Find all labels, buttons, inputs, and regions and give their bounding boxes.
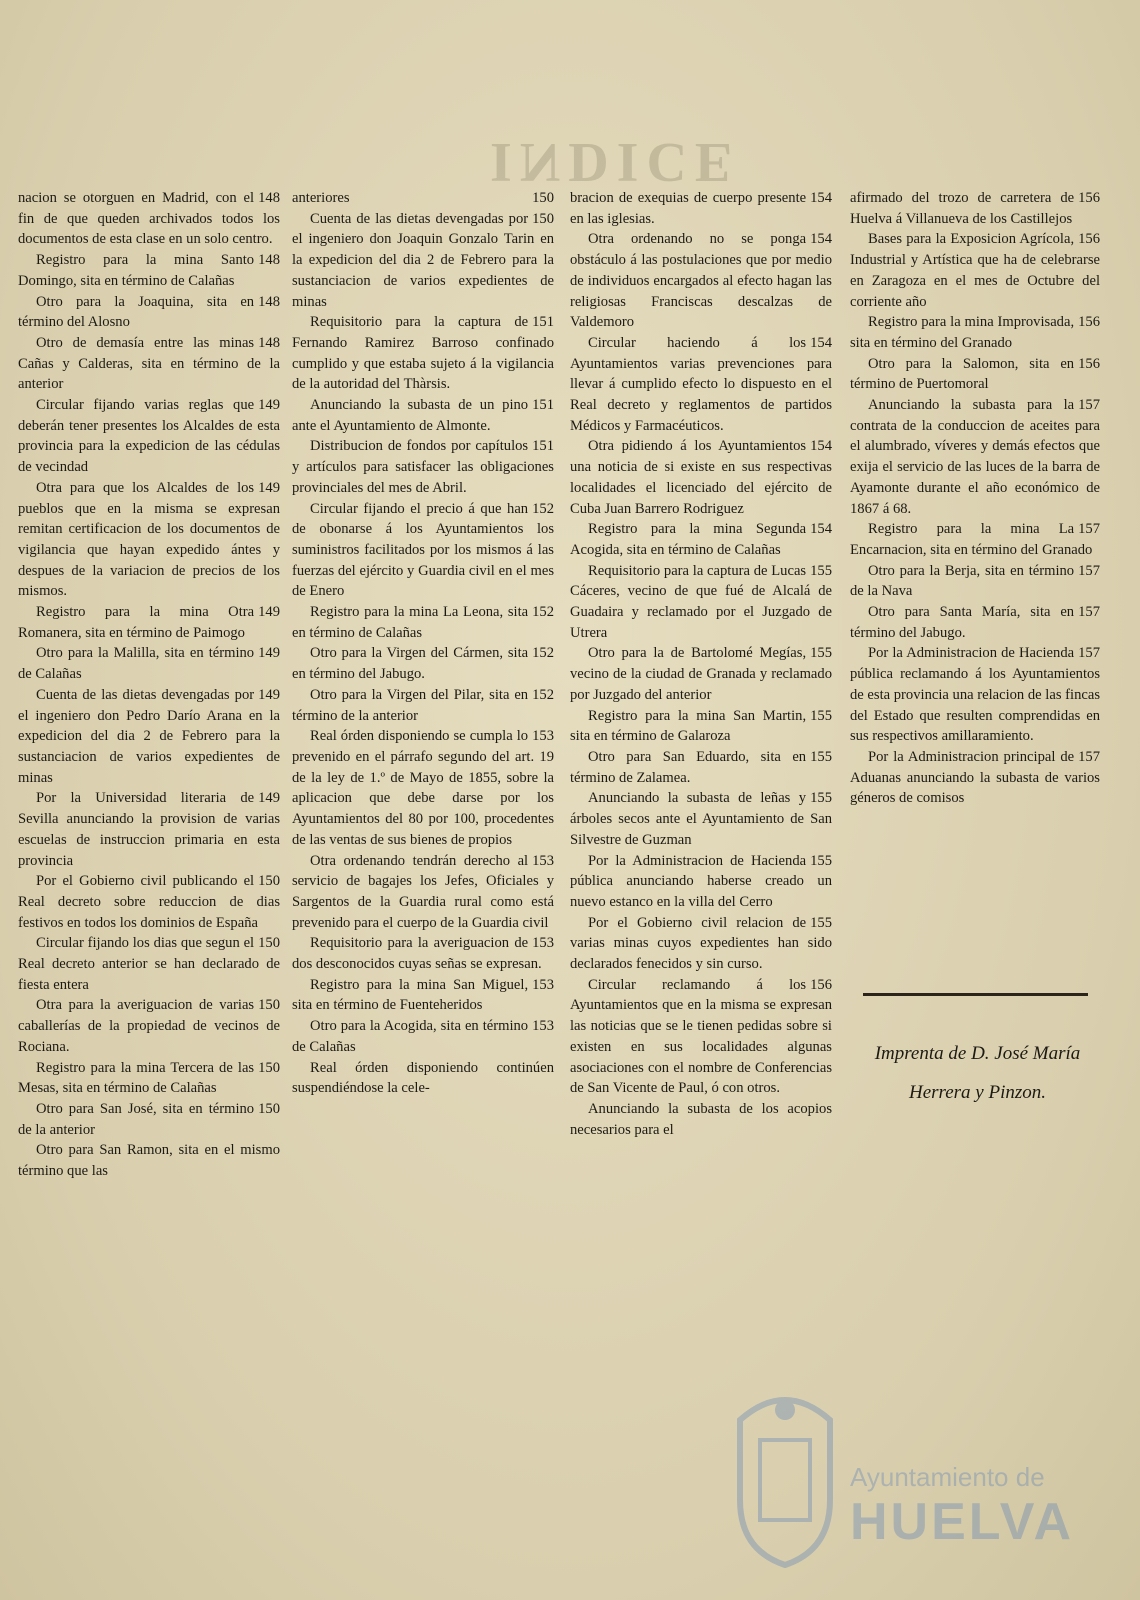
page-number: 157 <box>1078 521 1100 538</box>
index-entry <box>570 747 832 788</box>
page-number: 150 <box>258 935 280 952</box>
index-entry <box>570 851 832 913</box>
index-entry <box>292 602 554 643</box>
page-number: 155 <box>810 914 832 931</box>
entry-text: Anunciando la subasta de leñas y árboles secos ante el Ayuntamiento de San Silvestre de Guzman <box>570 790 832 848</box>
entry-text: nacion se otorguen en Madrid, con el fin de que queden archivados todos los documentos de esta clase en un solo centro. <box>18 190 280 248</box>
page-number: 157 <box>1078 645 1100 662</box>
entry-text: Otro para la Virgen del Pilar, sita en término de la anterior <box>292 686 529 724</box>
page-number: 151 <box>532 397 554 414</box>
page-number: 156 <box>1078 314 1100 331</box>
index-entry <box>292 685 554 726</box>
entry-text: Cuenta de las dietas devengadas por el ingeniero don Joaquin Gonzalo Tarin en la expedicion del dia 2 de Febrero para la sustanciacion de varios expedientes de minas <box>292 210 554 310</box>
index-entry <box>18 871 280 933</box>
index-entry <box>850 602 1100 643</box>
entry-text: Registro para la mina Santo Domingo, sita en término de Calañas <box>18 252 255 289</box>
entry-text: Real órden disponiendo se cumpla lo prevenido en el párrafo segundo del art. 19 de la ley de 1.º de Mayo de 1855, sobre la aplicacion que debe darse por los Ayuntamientos del 80 por 100, procedentes de las ventas de sus bienes de propios <box>292 728 554 848</box>
page-number: 154 <box>810 334 832 351</box>
entry-text: Por el Gobierno civil publicando el Real decreto sobre reduccion de dias festivos en todos los dominios de España <box>18 873 280 931</box>
page-number: 154 <box>810 438 832 455</box>
page-number: 155 <box>810 645 832 662</box>
index-entry <box>850 312 1100 353</box>
entry-text: Otro para Santa María, sita en término del Jabugo. <box>850 604 1075 641</box>
page-number: 155 <box>810 562 832 579</box>
entry-text: Registro para la mina San Martin, sita en término de Galaroza <box>570 707 807 745</box>
index-entry <box>850 519 1100 560</box>
index-entry <box>18 478 280 602</box>
watermark-line-2: HUELVA <box>850 1493 1075 1551</box>
entry-text: Por la Administracion principal de Aduanas anunciando la subasta de varios géneros de comisos <box>850 748 1100 807</box>
entry-text: Registro para la mina Otra Romanera, sita en término de Paimogo <box>18 604 255 641</box>
page-number: 150 <box>532 210 554 227</box>
index-entry <box>570 333 832 437</box>
entry-text: Anunciando la subasta para la contrata de la conduccion de aceites para el alumbrado, víveres y demás efectos que exija el servicio de las luces de la barra de Ayamonte durante el año económico de 1867 á 68. <box>850 397 1100 517</box>
entry-text: Requisitorio para la captura de Fernando Ramirez Barroso confinado cumplido y que estaba sujeto á la vigilancia de la autoridad del Thàrsis. <box>292 314 554 393</box>
page-number: 155 <box>810 748 832 765</box>
page-number: 149 <box>258 479 280 496</box>
entry-text: Registro para la mina Improvisada, sita en término del Granado <box>850 314 1075 351</box>
page-number: 149 <box>258 604 280 621</box>
index-entry <box>292 499 554 603</box>
entry-text: Otro para la Acogida, sita en término de Calañas <box>292 1018 529 1055</box>
index-entry <box>850 643 1100 747</box>
page-number: 157 <box>1078 748 1100 765</box>
entry-text: Anunciando la subasta de los acopios necesarios para el <box>570 1100 832 1138</box>
index-entry <box>570 561 832 644</box>
entry-text: Por la Universidad literaria de Sevilla anunciando la provision de varias escuelas de instruccion primaria en esta provincia <box>18 790 280 869</box>
entry-text: Por la Administracion de Hacienda pública reclamando á los Ayuntamientos de esta provincia una relacion de las fincas del Estado que resulten comprendidas en sus respectivos amillaramiento. <box>850 645 1101 745</box>
page-number: 152 <box>532 500 554 517</box>
entry-text: Otro para la Virgen del Cármen, sita en término del Jabugo. <box>292 645 529 683</box>
entry-text: Otra para que los Alcaldes de los pueblos que en la misma se expresan remitan certificacion de los documentos de vigilancia que hayan expedido ántes y despues de la variacion de precios de los mismos. <box>18 479 280 600</box>
archive-watermark <box>730 1380 1110 1570</box>
index-column-3 <box>570 188 832 1140</box>
entry-text: Otro para la Salomon, sita en término de Puertomoral <box>850 355 1075 393</box>
entry-text: Registro para la mina Segunda Acogida, sita en término de Calañas <box>570 521 807 558</box>
entry-text: Registro para la mina La Leona, sita en término de Calañas <box>292 604 529 641</box>
entry-text: Otro para la Berja, sita en término de la Nava <box>850 562 1075 600</box>
index-entry <box>18 602 280 643</box>
index-column-4 <box>850 188 1100 809</box>
index-entry <box>292 851 554 934</box>
entry-text: Otra para la averiguacion de varias caballerías de la propiedad de vecinos de Rociana. <box>18 997 280 1055</box>
crest-icon <box>730 1380 840 1570</box>
index-entry <box>570 229 832 333</box>
imprint-line-2: Herrera y Pinzon. <box>908 1082 1047 1103</box>
index-entry <box>292 933 554 974</box>
page-number: 152 <box>532 604 554 621</box>
index-column-2 <box>292 188 554 1099</box>
page-number: 149 <box>258 397 280 414</box>
imprint-line-1: Imprenta de D. José María <box>874 1043 1081 1064</box>
page-number: 157 <box>1078 562 1100 579</box>
index-entry <box>18 292 280 333</box>
entry-text: Por el Gobierno civil relacion de varias minas cuyos expedientes han sido declarados fenecidos y sin curso. <box>570 914 832 973</box>
entry-text: Real órden disponiendo continúen suspendiéndose la cele- <box>292 1059 554 1097</box>
index-entry <box>18 685 280 789</box>
index-entry <box>850 354 1100 395</box>
page-number: 153 <box>532 1018 554 1035</box>
page-number: 156 <box>1078 355 1100 372</box>
page-number: 157 <box>1078 604 1100 621</box>
page-number: 154 <box>810 231 832 248</box>
index-entry <box>292 188 554 209</box>
entry-text: Otro para San José, sita en término de la anterior <box>18 1100 255 1138</box>
index-entry <box>850 395 1100 519</box>
entry-text: Registro para la mina La Encarnacion, sita en término del Granado <box>850 521 1093 558</box>
index-entry <box>18 333 280 395</box>
entry-text: Por la Administracion de Hacienda pública anunciando haberse creado un nuevo estanco en la villa del Cerro <box>570 852 832 910</box>
page-number: 151 <box>532 438 554 455</box>
entry-text: Otra ordenando no se ponga obstáculo á las postulaciones que por medio de individuos encargados al efecto hagan las religiosas Franciscas descalzas de Valdemoro <box>570 231 832 331</box>
page-number: 148 <box>258 190 280 206</box>
index-entry <box>18 250 280 291</box>
entry-text: Otro para San Ramon, sita en el mismo término que las <box>18 1142 280 1180</box>
index-entry <box>18 1099 280 1140</box>
entry-text: Requisitorio para la captura de Lucas Cáceres, vecino de que fué de Alcalá de Guadaira y reclamado por el Juzgado de Utrera <box>570 562 832 641</box>
index-entry <box>18 933 280 995</box>
index-entry <box>570 975 832 1099</box>
entry-text: Bases para la Exposicion Agrícola, Industrial y Artística que ha de celebrarse en Zaragoza en el mes de Octubre del corriente año <box>850 231 1100 310</box>
index-entry <box>570 436 832 519</box>
entry-text: Otro para la Joaquina, sita en término del Alosno <box>18 293 255 331</box>
page-number: 154 <box>810 521 832 538</box>
index-entry <box>570 788 832 850</box>
index-entry <box>292 209 554 313</box>
page-number: 149 <box>258 686 280 703</box>
entry-text: Circular fijando el precio á que han de obonarse á los Ayuntamientos los suministros facilitados por los mismos á las fuerzas del ejército y Guardia civil en el mes de Enero <box>292 500 554 600</box>
entry-text: Otro para la de Bartolomé Megías, vecino de la ciudad de Granada y reclamado por Juzgado del anterior <box>570 645 832 703</box>
page-number: 154 <box>810 190 832 206</box>
entry-text: Otro para la Malilla, sita en término de Calañas <box>18 645 255 683</box>
page-number: 151 <box>532 314 554 331</box>
page-number: 153 <box>532 976 554 993</box>
index-entry <box>292 312 554 395</box>
entry-text: Anunciando la subasta de un pino ante el Ayuntamiento de Almonte. <box>292 397 529 434</box>
index-entry <box>850 561 1100 602</box>
index-entry <box>292 1016 554 1057</box>
page-number: 148 <box>258 334 280 351</box>
index-title-bleedthrough: INDICE <box>490 131 741 193</box>
page-number: 156 <box>1078 231 1100 248</box>
page-number: 150 <box>532 190 554 206</box>
entry-text: Otro para San Eduardo, sita en término de Zalamea. <box>570 748 807 786</box>
page-number: 155 <box>810 707 832 724</box>
page-number: 156 <box>810 976 832 993</box>
index-entry <box>18 788 280 871</box>
index-entry <box>18 643 280 684</box>
index-entry <box>292 726 554 850</box>
page-number: 148 <box>258 293 280 310</box>
page-number: 150 <box>258 1100 280 1117</box>
index-entry <box>18 1058 280 1099</box>
index-entry <box>570 519 832 560</box>
entry-text: anteriores <box>292 190 350 206</box>
page-number: 150 <box>258 873 280 890</box>
index-column-1 <box>18 188 280 1182</box>
index-entry <box>570 1099 832 1140</box>
page-number: 153 <box>532 935 554 952</box>
index-entry <box>18 995 280 1057</box>
page-number: 148 <box>258 252 280 269</box>
index-entry <box>570 706 832 747</box>
index-entry <box>292 643 554 684</box>
index-entry <box>570 913 832 975</box>
page-number: 149 <box>258 645 280 662</box>
page-number: 152 <box>532 686 554 703</box>
index-entry <box>570 188 832 229</box>
page-number: 157 <box>1078 397 1100 414</box>
index-entry <box>292 975 554 1016</box>
index-entry <box>18 1140 280 1181</box>
page-number: 153 <box>532 728 554 745</box>
page-number: 150 <box>258 997 280 1014</box>
page-number: 149 <box>258 790 280 807</box>
entry-text: bracion de exequias de cuerpo presente en las iglesias. <box>570 190 807 227</box>
page-number: 156 <box>1078 190 1100 206</box>
index-entry <box>850 229 1100 312</box>
index-entry <box>292 1058 554 1099</box>
entry-text: Requisitorio para la averiguacion de dos desconocidos cuyas señas se expresan. <box>292 935 542 973</box>
separator-rule <box>863 993 1088 996</box>
page-number: 155 <box>810 852 832 869</box>
watermark-line-1: Ayuntamiento de <box>850 1462 1045 1492</box>
entry-text: Registro para la mina Tercera de las Mesas, sita en término de Calañas <box>18 1059 255 1097</box>
entry-text: afirmado del trozo de carretera de Huelva á Villanueva de los Castillejos <box>850 190 1075 227</box>
page-number: 155 <box>810 790 832 807</box>
entry-text: Distribucion de fondos por capítulos y artículos para satisfacer las obligaciones provinciales del mes de Abril. <box>292 438 554 496</box>
entry-text: Circular fijando varias reglas que deberán tener presentes los Alcaldes de esta provincia para la expedicion de las cédulas de vecindad <box>18 397 280 476</box>
page-number: 150 <box>258 1059 280 1076</box>
entry-text: Otro de demasía entre las minas Cañas y Calderas, sita en término de la anterior <box>18 334 280 393</box>
index-entry <box>18 395 280 478</box>
entry-text: Otra ordenando tendrán derecho al servicio de bagajes los Jefes, Oficiales y Sargentos de la Guardia rural como está prevenido para el cuerpo de la Guardia civil <box>292 852 554 931</box>
index-entry <box>850 747 1100 809</box>
index-entry <box>850 188 1100 229</box>
entry-text: Circular fijando los dias que segun el Real decreto anterior se han declarado de fiesta entera <box>18 935 280 993</box>
entry-text: Cuenta de las dietas devengadas por el ingeniero don Pedro Darío Arana en la expedicion del dia 2 de Febrero para la sustanciacion de varios expedientes de minas <box>18 686 280 786</box>
entry-text: Registro para la mina San Miguel, sita en término de Fuenteheridos <box>292 976 529 1014</box>
entry-text: Circular reclamando á los Ayuntamientos que en la misma se expresan las noticias que se le tienen pedidas sobre si existen en sus localidades algunas asociaciones con el nombre de Conferencias de San Vicente de Paul, ó con otros. <box>570 976 832 1097</box>
entry-text: Circular haciendo á los Ayuntamientos varias prevenciones para llevar á cumplido efecto lo dispuesto en el Real decreto y reglamentos de partidos Médicos y Farmacéuticos. <box>570 334 832 434</box>
entry-text: Otra pidiendo á los Ayuntamientos una noticia de si existe en sus respectivas localidades el licenciado del ejército de Cuba Juan Barrero Rodriguez <box>570 438 832 517</box>
page-number: 152 <box>532 645 554 662</box>
index-entry <box>18 188 280 250</box>
page-number: 153 <box>532 852 554 869</box>
index-entry <box>292 436 554 498</box>
index-entry <box>570 643 832 705</box>
index-entry <box>292 395 554 436</box>
